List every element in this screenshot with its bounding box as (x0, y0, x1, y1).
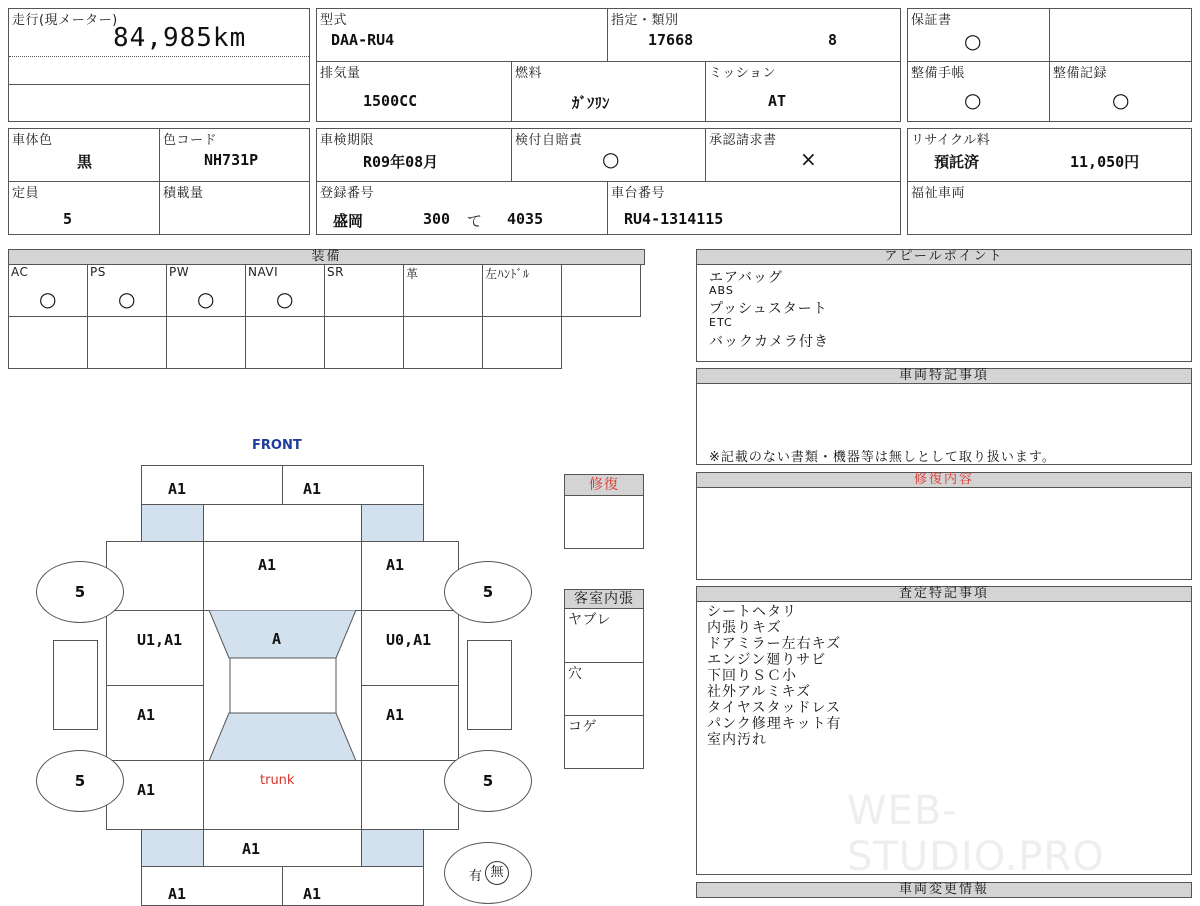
odometer-label: 走行(現メーター) (12, 13, 118, 28)
registration-number: 4035 (507, 210, 544, 228)
approval-label: 承認請求書 (709, 133, 777, 148)
registration-region: 盛岡 (333, 212, 364, 230)
recycle-amount: 11,050円 (1070, 153, 1140, 171)
equipment-empty-cell (87, 316, 167, 369)
tire-rear-right: 5 (444, 750, 532, 812)
spare-tire (444, 842, 532, 904)
quarter-left-grade: A1 (137, 781, 156, 799)
designation-box (607, 8, 901, 62)
color-code-value: NH731P (204, 151, 259, 169)
front-bumper-right (282, 465, 424, 505)
spare-yes-label: 有 (469, 869, 483, 884)
equipment-empty-cell (166, 316, 246, 369)
transmission-box (705, 61, 901, 122)
model-box (316, 8, 608, 62)
welfare-box (907, 181, 1192, 235)
equipment-item (8, 264, 88, 317)
interior-item-box (564, 715, 644, 769)
designation-value-1: 17668 (648, 31, 694, 49)
designation-value-2: 8 (828, 31, 838, 49)
appeal-line: バックカメラ付き (709, 334, 829, 350)
warranty-box (907, 8, 1050, 62)
interior-item-label: ヤブレ (568, 612, 611, 628)
equipment-item (245, 264, 325, 317)
equipment-empty-cell (403, 316, 483, 369)
equipment-empty-cell (8, 316, 88, 369)
body-color-box (8, 128, 160, 182)
windshield-roof-graphic (203, 610, 362, 761)
interior-item-box (564, 608, 644, 663)
assessment-box (696, 601, 1192, 880)
maintenance-record-box (1049, 61, 1192, 122)
front-pillar-left (141, 504, 204, 542)
roof-grade: A (272, 630, 282, 648)
registration-box (316, 181, 608, 235)
appeal-line: ABS (709, 284, 734, 297)
equipment-item (561, 264, 641, 317)
bonnet (203, 541, 362, 611)
front-label: FRONT (252, 438, 302, 453)
capacity-box (8, 181, 160, 235)
welfare-label: 福祉車両 (911, 186, 966, 201)
appeal-line: ETC (709, 316, 733, 329)
registration-class: 300 (423, 210, 451, 228)
equipment-item-mark: ○ (118, 287, 136, 311)
capacity-value: 5 (63, 210, 73, 228)
chassis-value: RU4-1314115 (624, 210, 724, 228)
maintenance-record-mark: ○ (1112, 88, 1130, 112)
quarter-right (361, 760, 459, 830)
inspection-label: 車検期限 (320, 133, 375, 148)
approval-box (705, 128, 901, 182)
assessment-line: 社外アルミキズ (707, 684, 812, 700)
rear-bumper-left (141, 866, 283, 906)
fuel-label: 燃料 (515, 66, 543, 81)
transmission-label: ミッション (709, 66, 776, 81)
rear-bumper-left-grade: A1 (168, 885, 187, 903)
tire-front-right: 5 (444, 561, 532, 623)
rear-door-right-grade: A1 (386, 706, 405, 724)
odometer-box (8, 8, 310, 122)
equipment-item-mark: ○ (276, 287, 294, 311)
warranty-label: 保証書 (911, 13, 952, 28)
interior-item-label: 穴 (568, 666, 583, 682)
assessment-line: タイヤスタッドレス (707, 700, 842, 716)
equipment-item-mark: ○ (39, 287, 57, 311)
tire-front-left: 5 (36, 561, 124, 623)
interior-item-box (564, 662, 644, 716)
fuel-value: ｶﾞｿﾘﾝ (572, 94, 610, 112)
odometer-value: 84,985km (113, 23, 247, 53)
equipment-empty-cell (245, 316, 325, 369)
assessment-line: ドアミラー左右キズ (707, 636, 842, 652)
body-color-value: 黒 (77, 153, 93, 171)
assessment-line: シートヘタリ (707, 604, 797, 620)
rear-bumper-right-grade: A1 (303, 885, 322, 903)
equipment-grid (8, 264, 645, 369)
rear-panel (203, 829, 362, 867)
appeal-line: プッシュスタート (709, 301, 828, 317)
transmission-value: AT (768, 92, 787, 110)
equipment-item-mark: ○ (197, 287, 215, 311)
assessment-line: 室内汚れ (707, 732, 767, 748)
insurance-box (511, 128, 706, 182)
equipment-item (403, 264, 483, 317)
recycle-status: 預託済 (934, 153, 980, 171)
fuel-box (511, 61, 706, 122)
front-bumper-left-grade: A1 (168, 480, 187, 498)
repair-header: 修復 (564, 474, 644, 496)
trunk-label: trunk (260, 773, 295, 788)
maintenance-book-mark: ○ (964, 88, 982, 112)
fender-right-grade: A1 (386, 556, 405, 574)
equipment-empty-cell (324, 316, 404, 369)
registration-label: 登録番号 (320, 186, 375, 201)
displacement-box (316, 61, 512, 122)
fender-right (361, 541, 459, 611)
blank-box (1049, 8, 1192, 62)
trunk-lid (203, 760, 362, 830)
equipment-header: 装備 (8, 249, 645, 265)
assessment-header: 査定特記事項 (696, 586, 1192, 602)
registration-kana: て (467, 212, 483, 230)
appeal-header: アピールポイント (696, 249, 1192, 265)
rear-pillar-left (141, 829, 204, 867)
repair-content-box (696, 487, 1192, 580)
recycle-box (907, 128, 1192, 182)
inspection-box (316, 128, 512, 182)
inspection-value: R09年08月 (363, 153, 439, 171)
watermark: WEB-STUDIO.PRO (847, 788, 1105, 880)
special-notes-box (696, 383, 1192, 465)
assessment-line: パンク修理キット有 (707, 716, 842, 732)
equipment-item-label: SR (327, 265, 344, 279)
recycle-label: リサイクル料 (911, 133, 991, 148)
equipment-item-label: PS (90, 265, 106, 279)
front-bumper-left (141, 465, 283, 505)
maintenance-book-box (907, 61, 1050, 122)
appeal-line: エアバッグ (709, 270, 783, 286)
chassis-box (607, 181, 901, 235)
equipment-item-label: PW (169, 265, 190, 279)
model-value: DAA-RU4 (331, 31, 395, 49)
equipment-item (324, 264, 404, 317)
repair-content-header: 修復内容 (696, 472, 1192, 488)
equipment-item (87, 264, 167, 317)
front-door-left-grade: U1,A1 (137, 631, 183, 649)
front-panel (203, 504, 362, 542)
spare-no-label: 無 (485, 861, 509, 885)
maintenance-record-label: 整備記録 (1053, 66, 1108, 81)
insurance-label: 検付自賠責 (515, 133, 583, 148)
repair-box (564, 495, 644, 549)
rear-panel-grade: A1 (242, 840, 261, 858)
front-door-right-grade: U0,A1 (386, 631, 432, 649)
special-notes-footer: ※記載のない書類・機器等は無しとして取り扱います。 (709, 450, 1056, 465)
approval-mark: × (800, 147, 817, 171)
equipment-empty-cell (482, 316, 562, 369)
equipment-item (482, 264, 562, 317)
assessment-line: 下回りＳＣ小 (707, 668, 797, 684)
capacity-label: 定員 (12, 186, 40, 201)
displacement-value: 1500CC (363, 92, 418, 110)
assessment-line: エンジン廻りサビ (707, 652, 827, 668)
front-pillar-right (361, 504, 424, 542)
designation-label: 指定・類別 (611, 13, 679, 28)
front-door-right (361, 610, 459, 686)
warranty-mark: ○ (964, 29, 982, 53)
model-label: 型式 (320, 13, 348, 28)
color-code-box (159, 128, 310, 182)
displacement-label: 排気量 (320, 66, 361, 81)
equipment-item-label: 革 (406, 267, 419, 281)
mirror-left (53, 640, 98, 730)
rear-door-right (361, 685, 459, 761)
assessment-line: 内張りキズ (707, 620, 782, 636)
special-notes-header: 車両特記事項 (696, 368, 1192, 384)
equipment-item-label: AC (11, 265, 29, 279)
load-box (159, 181, 310, 235)
load-label: 積載量 (163, 186, 204, 201)
interior-header: 客室内張 (564, 589, 644, 609)
insurance-mark: ○ (602, 147, 620, 171)
rear-door-left-grade: A1 (137, 706, 156, 724)
equipment-item-label: NAVI (248, 265, 279, 279)
equipment-item-label: 左ﾊﾝﾄﾞﾙ (485, 267, 530, 281)
bonnet-grade: A1 (258, 556, 277, 574)
change-info-header: 車両変更情報 (696, 882, 1192, 898)
color-code-label: 色コード (163, 133, 218, 148)
front-bumper-right-grade: A1 (303, 480, 322, 498)
body-color-label: 車体色 (12, 133, 53, 148)
front-door-left (106, 610, 204, 686)
appeal-box (696, 264, 1192, 362)
chassis-label: 車台番号 (611, 186, 666, 201)
maintenance-book-label: 整備手帳 (911, 66, 966, 81)
equipment-item (166, 264, 246, 317)
rear-door-left (106, 685, 204, 761)
mirror-right (467, 640, 512, 730)
tire-rear-left: 5 (36, 750, 124, 812)
interior-item-label: コゲ (568, 719, 597, 735)
rear-bumper-right (282, 866, 424, 906)
rear-pillar-right (361, 829, 424, 867)
